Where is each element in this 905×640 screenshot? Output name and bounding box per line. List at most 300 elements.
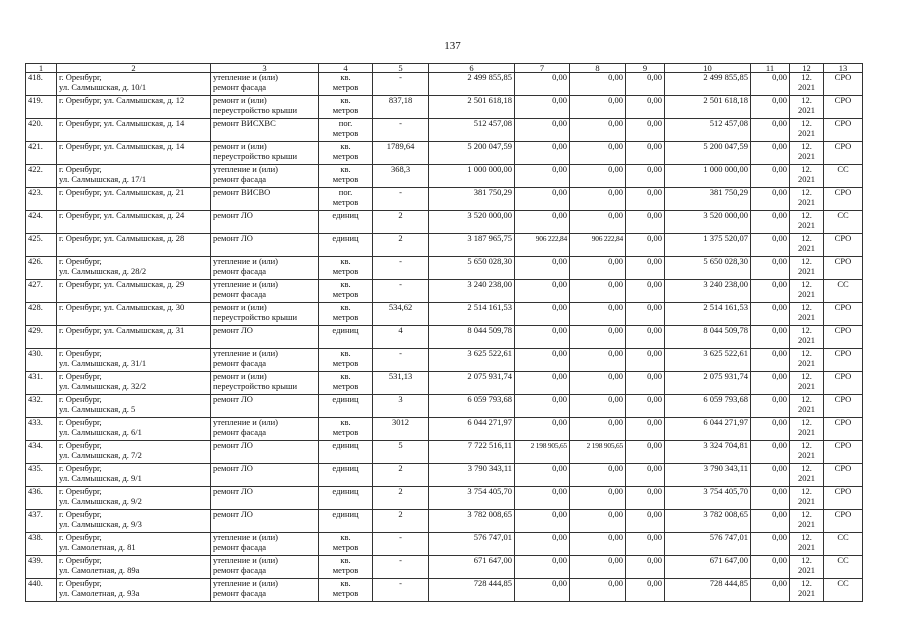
col7-cell: 0,00 [515,464,570,487]
deadline-cell: 12. 2021 [790,418,824,441]
method-cell: СРО [824,349,863,372]
col7-cell: 0,00 [515,280,570,303]
deadline-cell: 12. 2021 [790,211,824,234]
work-type-cell: утепление и (или) ремонт фасада [211,533,319,556]
row-number: 426. [26,257,57,280]
col11-cell: 0,00 [751,441,790,464]
deadline-cell: 12. 2021 [790,556,824,579]
col11-cell: 0,00 [751,372,790,395]
table-row [26,579,863,602]
col11-cell: 0,00 [751,303,790,326]
address-cell: г. Оренбург, ул. Салмышская, д. 31 [57,326,211,349]
col11-cell: 0,00 [751,556,790,579]
col7-cell: 0,00 [515,142,570,165]
column-header-4: 4 [319,64,373,73]
deadline-cell: 12. 2021 [790,280,824,303]
table-row [26,165,863,188]
quantity-cell: 531,13 [373,372,429,395]
total-cost-cell: 576 747,01 [429,533,515,556]
col9-cell: 0,00 [626,165,665,188]
row-number: 434. [26,441,57,464]
col11-cell: 0,00 [751,326,790,349]
column-header-9: 9 [626,64,665,73]
total-cost-cell: 3 187 965,75 [429,234,515,257]
method-cell: СРО [824,257,863,280]
unit-cell: кв. метров [319,372,373,395]
col7-cell: 0,00 [515,556,570,579]
address-cell: г. Оренбург, ул. Самолетная, д. 81 [57,533,211,556]
deadline-cell: 12. 2021 [790,165,824,188]
col10-cell: 3 240 238,00 [665,280,751,303]
quantity-cell: 2 [373,487,429,510]
row-number: 436. [26,487,57,510]
register-table [25,63,863,602]
row-number: 437. [26,510,57,533]
column-header-7: 7 [515,64,570,73]
deadline-cell: 12. 2021 [790,188,824,211]
col9-cell: 0,00 [626,73,665,96]
unit-cell: кв. метров [319,349,373,372]
column-header-12: 12 [790,64,824,73]
col9-cell: 0,00 [626,303,665,326]
col7-cell: 2 198 905,65 [515,441,570,464]
quantity-cell: 1789,64 [373,142,429,165]
unit-cell: кв. метров [319,142,373,165]
row-number: 419. [26,96,57,119]
table-row [26,533,863,556]
col10-cell: 2 499 855,85 [665,73,751,96]
address-cell: г. Оренбург, ул. Салмышская, д. 10/1 [57,73,211,96]
col7-cell: 0,00 [515,326,570,349]
deadline-cell: 12. 2021 [790,395,824,418]
total-cost-cell: 2 499 855,85 [429,73,515,96]
table-row [26,441,863,464]
total-cost-cell: 2 501 618,18 [429,96,515,119]
col10-cell: 2 514 161,53 [665,303,751,326]
col11-cell: 0,00 [751,96,790,119]
work-type-cell: утепление и (или) ремонт фасада [211,579,319,602]
method-cell: СРО [824,441,863,464]
table-row [26,326,863,349]
total-cost-cell: 8 044 509,78 [429,326,515,349]
col10-cell: 2 501 618,18 [665,96,751,119]
quantity-cell: - [373,73,429,96]
col7-cell: 0,00 [515,579,570,602]
col10-cell: 728 444,85 [665,579,751,602]
unit-cell: пог. метров [319,119,373,142]
quantity-cell: 2 [373,211,429,234]
unit-cell: кв. метров [319,303,373,326]
col10-cell: 3 790 343,11 [665,464,751,487]
row-number: 432. [26,395,57,418]
address-cell: г. Оренбург, ул. Салмышская, д. 28 [57,234,211,257]
col9-cell: 0,00 [626,510,665,533]
table-row [26,510,863,533]
unit-cell: кв. метров [319,257,373,280]
method-cell: СС [824,280,863,303]
table-row [26,142,863,165]
work-type-cell: ремонт ЛО [211,510,319,533]
column-header-3: 3 [211,64,319,73]
column-header-8: 8 [570,64,626,73]
col9-cell: 0,00 [626,579,665,602]
method-cell: СС [824,165,863,188]
address-cell: г. Оренбург, ул. Салмышская, д. 17/1 [57,165,211,188]
method-cell: СРО [824,303,863,326]
col9-cell: 0,00 [626,188,665,211]
work-type-cell: ремонт ЛО [211,234,319,257]
row-number: 420. [26,119,57,142]
total-cost-cell: 728 444,85 [429,579,515,602]
deadline-cell: 12. 2021 [790,487,824,510]
work-type-cell: утепление и (или) ремонт фасада [211,280,319,303]
method-cell: СРО [824,96,863,119]
method-cell: СРО [824,418,863,441]
col11-cell: 0,00 [751,487,790,510]
unit-cell: кв. метров [319,418,373,441]
quantity-cell: 2 [373,234,429,257]
table-row [26,418,863,441]
column-header-1: 1 [26,64,57,73]
table-row [26,234,863,257]
unit-cell: кв. метров [319,556,373,579]
total-cost-cell: 3 754 405,70 [429,487,515,510]
col9-cell: 0,00 [626,142,665,165]
quantity-cell: - [373,257,429,280]
col11-cell: 0,00 [751,579,790,602]
work-type-cell: ремонт ЛО [211,395,319,418]
col10-cell: 381 750,29 [665,188,751,211]
col7-cell: 0,00 [515,96,570,119]
total-cost-cell: 1 000 000,00 [429,165,515,188]
col8-cell: 0,00 [570,372,626,395]
col8-cell: 0,00 [570,142,626,165]
method-cell: СРО [824,326,863,349]
row-number: 418. [26,73,57,96]
col8-cell: 0,00 [570,119,626,142]
col7-cell: 0,00 [515,188,570,211]
col9-cell: 0,00 [626,280,665,303]
address-cell: г. Оренбург, ул. Салмышская, д. 29 [57,280,211,303]
work-type-cell: ремонт и (или) переустройство крыши [211,96,319,119]
quantity-cell: 837,18 [373,96,429,119]
col8-cell: 0,00 [570,73,626,96]
table-row [26,487,863,510]
quantity-cell: 5 [373,441,429,464]
col9-cell: 0,00 [626,119,665,142]
col10-cell: 3 520 000,00 [665,211,751,234]
quantity-cell: 4 [373,326,429,349]
address-cell: г. Оренбург, ул. Салмышская, д. 9/1 [57,464,211,487]
unit-cell: единиц [319,211,373,234]
work-type-cell: ремонт ЛО [211,441,319,464]
total-cost-cell: 2 075 931,74 [429,372,515,395]
total-cost-cell: 381 750,29 [429,188,515,211]
unit-cell: кв. метров [319,73,373,96]
method-cell: СС [824,579,863,602]
method-cell: СРО [824,487,863,510]
unit-cell: единиц [319,326,373,349]
col10-cell: 512 457,08 [665,119,751,142]
quantity-cell: 534,62 [373,303,429,326]
work-type-cell: ремонт ЛО [211,464,319,487]
col7-cell: 0,00 [515,119,570,142]
address-cell: г. Оренбург, ул. Салмышская, д. 14 [57,119,211,142]
page-number: 137 [444,40,461,52]
method-cell: СРО [824,142,863,165]
method-cell: СС [824,533,863,556]
work-type-cell: ремонт и (или) переустройство крыши [211,372,319,395]
method-cell: СРО [824,119,863,142]
col7-cell: 906 222,84 [515,234,570,257]
column-header-10: 10 [665,64,751,73]
col7-cell: 0,00 [515,73,570,96]
col8-cell: 0,00 [570,96,626,119]
unit-cell: единиц [319,234,373,257]
quantity-cell: - [373,579,429,602]
col9-cell: 0,00 [626,418,665,441]
col7-cell: 0,00 [515,349,570,372]
unit-cell: единиц [319,464,373,487]
address-cell: г. Оренбург, ул. Салмышская, д. 14 [57,142,211,165]
address-cell: г. Оренбург, ул. Салмышская, д. 21 [57,188,211,211]
unit-cell: кв. метров [319,579,373,602]
quantity-cell: 368,3 [373,165,429,188]
work-type-cell: ремонт и (или) переустройство крыши [211,303,319,326]
deadline-cell: 12. 2021 [790,464,824,487]
table-body [26,73,863,602]
quantity-cell: - [373,188,429,211]
address-cell: г. Оренбург, ул. Салмышская, д. 12 [57,96,211,119]
deadline-cell: 12. 2021 [790,142,824,165]
unit-cell: единиц [319,510,373,533]
row-number: 422. [26,165,57,188]
table-row [26,464,863,487]
total-cost-cell: 7 722 516,11 [429,441,515,464]
method-cell: СРО [824,464,863,487]
row-number: 433. [26,418,57,441]
col7-cell: 0,00 [515,510,570,533]
table-row [26,119,863,142]
deadline-cell: 12. 2021 [790,326,824,349]
col11-cell: 0,00 [751,142,790,165]
col10-cell: 3 782 008,65 [665,510,751,533]
address-cell: г. Оренбург, ул. Салмышская, д. 30 [57,303,211,326]
col9-cell: 0,00 [626,234,665,257]
address-cell: г. Оренбург, ул. Салмышская, д. 6/1 [57,418,211,441]
total-cost-cell: 3 240 238,00 [429,280,515,303]
col11-cell: 0,00 [751,464,790,487]
col8-cell: 0,00 [570,556,626,579]
method-cell: СС [824,211,863,234]
col10-cell: 1 000 000,00 [665,165,751,188]
method-cell: СРО [824,188,863,211]
col7-cell: 0,00 [515,303,570,326]
row-number: 438. [26,533,57,556]
col10-cell: 2 075 931,74 [665,372,751,395]
col7-cell: 0,00 [515,211,570,234]
deadline-cell: 12. 2021 [790,533,824,556]
col9-cell: 0,00 [626,349,665,372]
column-header-2: 2 [57,64,211,73]
quantity-cell: - [373,349,429,372]
col10-cell: 5 200 047,59 [665,142,751,165]
row-number: 440. [26,579,57,602]
work-type-cell: утепление и (или) ремонт фасада [211,556,319,579]
unit-cell: кв. метров [319,280,373,303]
col10-cell: 8 044 509,78 [665,326,751,349]
col8-cell: 0,00 [570,303,626,326]
total-cost-cell: 671 647,00 [429,556,515,579]
quantity-cell: 2 [373,510,429,533]
col8-cell: 0,00 [570,280,626,303]
col8-cell: 0,00 [570,165,626,188]
row-number: 435. [26,464,57,487]
column-header-11: 11 [751,64,790,73]
total-cost-cell: 6 044 271,97 [429,418,515,441]
work-type-cell: ремонт ВИСВО [211,188,319,211]
col11-cell: 0,00 [751,119,790,142]
total-cost-cell: 512 457,08 [429,119,515,142]
col11-cell: 0,00 [751,349,790,372]
address-cell: г. Оренбург, ул. Салмышская, д. 5 [57,395,211,418]
deadline-cell: 12. 2021 [790,257,824,280]
work-type-cell: ремонт ЛО [211,326,319,349]
row-number: 430. [26,349,57,372]
col8-cell: 0,00 [570,395,626,418]
row-number: 424. [26,211,57,234]
row-number: 423. [26,188,57,211]
table-row [26,73,863,96]
col7-cell: 0,00 [515,395,570,418]
deadline-cell: 12. 2021 [790,303,824,326]
col11-cell: 0,00 [751,234,790,257]
col11-cell: 0,00 [751,510,790,533]
address-cell: г. Оренбург, ул. Салмышская, д. 28/2 [57,257,211,280]
col11-cell: 0,00 [751,188,790,211]
row-number: 421. [26,142,57,165]
col11-cell: 0,00 [751,73,790,96]
col8-cell: 0,00 [570,579,626,602]
table-row [26,257,863,280]
unit-cell: кв. метров [319,165,373,188]
column-header-13: 13 [824,64,863,73]
col10-cell: 3 324 704,81 [665,441,751,464]
col9-cell: 0,00 [626,464,665,487]
table-row [26,372,863,395]
col9-cell: 0,00 [626,395,665,418]
total-cost-cell: 2 514 161,53 [429,303,515,326]
address-cell: г. Оренбург, ул. Самолетная, д. 89а [57,556,211,579]
col9-cell: 0,00 [626,487,665,510]
method-cell: СРО [824,510,863,533]
col7-cell: 0,00 [515,418,570,441]
unit-cell: единиц [319,441,373,464]
total-cost-cell: 3 520 000,00 [429,211,515,234]
table-row [26,556,863,579]
col8-cell: 0,00 [570,326,626,349]
row-number: 429. [26,326,57,349]
col7-cell: 0,00 [515,257,570,280]
col7-cell: 0,00 [515,487,570,510]
col8-cell: 2 198 905,65 [570,441,626,464]
col8-cell: 906 222,84 [570,234,626,257]
unit-cell: единиц [319,487,373,510]
total-cost-cell: 6 059 793,68 [429,395,515,418]
col9-cell: 0,00 [626,326,665,349]
work-type-cell: ремонт ЛО [211,487,319,510]
col9-cell: 0,00 [626,533,665,556]
method-cell: СРО [824,395,863,418]
row-number: 427. [26,280,57,303]
col11-cell: 0,00 [751,280,790,303]
work-type-cell: утепление и (или) ремонт фасада [211,349,319,372]
address-cell: г. Оренбург, ул. Салмышская, д. 32/2 [57,372,211,395]
col10-cell: 5 650 028,30 [665,257,751,280]
work-type-cell: утепление и (или) ремонт фасада [211,73,319,96]
address-cell: г. Оренбург, ул. Салмышская, д. 9/3 [57,510,211,533]
deadline-cell: 12. 2021 [790,510,824,533]
address-cell: г. Оренбург, ул. Самолетная, д. 93а [57,579,211,602]
deadline-cell: 12. 2021 [790,372,824,395]
table-row [26,188,863,211]
col9-cell: 0,00 [626,556,665,579]
col8-cell: 0,00 [570,533,626,556]
col7-cell: 0,00 [515,533,570,556]
col10-cell: 671 647,00 [665,556,751,579]
deadline-cell: 12. 2021 [790,119,824,142]
col11-cell: 0,00 [751,395,790,418]
col10-cell: 576 747,01 [665,533,751,556]
table-row [26,395,863,418]
col10-cell: 6 059 793,68 [665,395,751,418]
col11-cell: 0,00 [751,165,790,188]
work-type-cell: ремонт и (или) переустройство крыши [211,142,319,165]
work-type-cell: утепление и (или) ремонт фасада [211,257,319,280]
deadline-cell: 12. 2021 [790,441,824,464]
col9-cell: 0,00 [626,257,665,280]
total-cost-cell: 3 790 343,11 [429,464,515,487]
address-cell: г. Оренбург, ул. Салмышская, д. 9/2 [57,487,211,510]
quantity-cell: 3012 [373,418,429,441]
table-row [26,96,863,119]
col9-cell: 0,00 [626,441,665,464]
table-row [26,280,863,303]
quantity-cell: - [373,556,429,579]
row-number: 425. [26,234,57,257]
work-type-cell: ремонт ВИСХВС [211,119,319,142]
table-row [26,211,863,234]
col9-cell: 0,00 [626,211,665,234]
col7-cell: 0,00 [515,165,570,188]
col11-cell: 0,00 [751,418,790,441]
col8-cell: 0,00 [570,418,626,441]
col9-cell: 0,00 [626,372,665,395]
table-row [26,349,863,372]
deadline-cell: 12. 2021 [790,96,824,119]
col8-cell: 0,00 [570,464,626,487]
method-cell: СС [824,556,863,579]
deadline-cell: 12. 2021 [790,349,824,372]
total-cost-cell: 3 625 522,61 [429,349,515,372]
col8-cell: 0,00 [570,349,626,372]
col10-cell: 6 044 271,97 [665,418,751,441]
work-type-cell: ремонт ЛО [211,211,319,234]
row-number: 439. [26,556,57,579]
quantity-cell: 2 [373,464,429,487]
col7-cell: 0,00 [515,372,570,395]
unit-cell: кв. метров [319,96,373,119]
